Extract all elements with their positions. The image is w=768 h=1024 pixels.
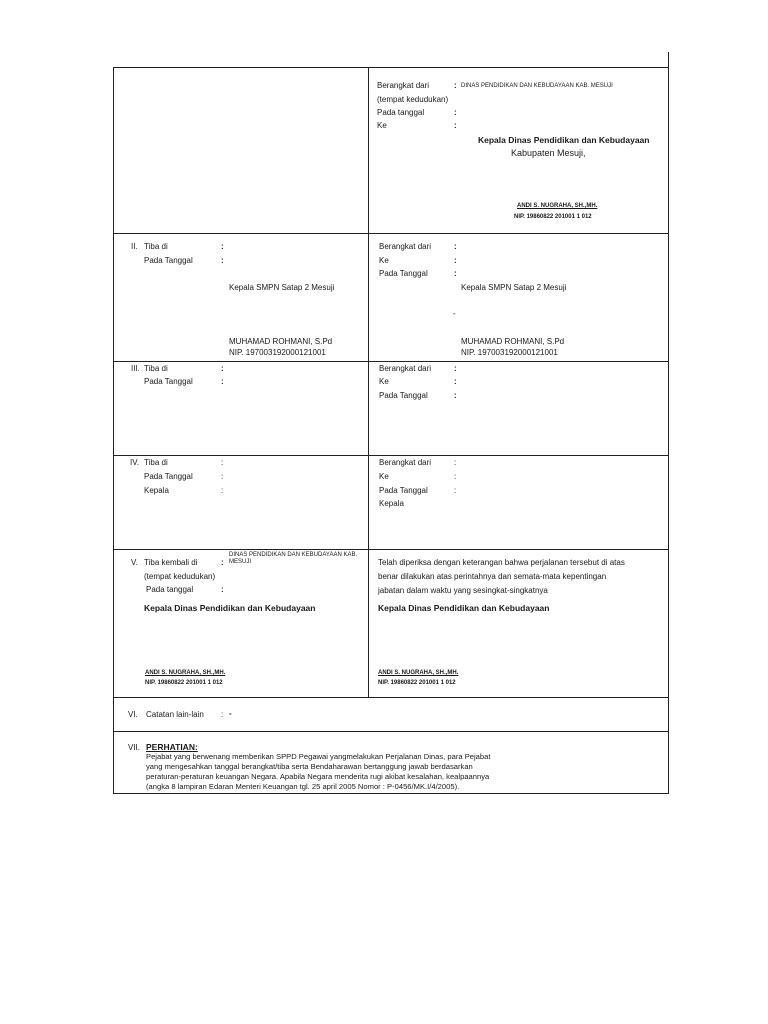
section-vi-label: Catatan lain-lain [146, 710, 204, 719]
section-iv-colon: : [221, 458, 224, 467]
section-v-right-title: Kepala Dinas Pendidikan dan Kebudayaan [378, 603, 550, 613]
section-i-head-title: Kepala Dinas Pendidikan dan Kebudayaan [478, 135, 650, 145]
section-v-colon: : [221, 585, 224, 594]
section-iv-kepala-label: Kepala [144, 486, 169, 495]
section-vii-line4: (angka 8 lampiran Edaran Menteri Keuangan tgl. 25 april 2005 Nomor : P-0456/MK.I/4/2005). [146, 782, 460, 791]
row-divider-iii-iv [113, 455, 669, 456]
section-iv-ke-label: Ke [379, 472, 389, 481]
section-v-statement-line3: jabatan dalam waktu yang sesingkat-singkatnya [378, 586, 548, 595]
section-iv-colon: : [221, 486, 224, 495]
section-iv-colon: : [454, 486, 457, 495]
section-iv-pada-tanggal-label: Pada Tanggal [144, 472, 193, 481]
section-vi-value: - [229, 709, 232, 718]
section-iii-number: III. [131, 364, 140, 373]
row-divider-v-vi [113, 697, 669, 698]
section-vii-line3: peraturan-peraturan keuangan Negara. Apabila Negara menderita rugi akibat kesalahan, kealpaannya [146, 772, 490, 781]
section-iii-colon: : [454, 377, 457, 386]
section-v-statement-line2: benar dilakukan atas perintahnya dan semata-mata kepentingan [378, 572, 607, 581]
form-right-border [668, 67, 669, 793]
section-ii-ke-label: Ke [379, 256, 389, 265]
section-iv-number: IV. [130, 458, 140, 467]
section-ii-colon: : [454, 269, 457, 278]
section-v-number: V. [131, 558, 138, 567]
row-divider-vi-vii [113, 731, 669, 732]
row-divider-ii-iii [113, 361, 669, 362]
section-v-left-name: ANDI S. NUGRAHA, SH.,MH. [145, 670, 226, 676]
section-v-pada-tanggal-label: Pada tanggal [146, 585, 194, 594]
section-v-left-nip: NIP. 19860822 201001 1 012 [145, 680, 223, 686]
section-iv-colon: : [454, 458, 457, 467]
form-bottom-border [113, 793, 669, 794]
section-iii-colon: : [221, 377, 224, 386]
section-ii-right-title: Kepala SMPN Satap 2 Mesuji [461, 283, 567, 292]
section-iv-colon: : [454, 472, 457, 481]
section-ii-right-name: MUHAMAD ROHMANI, S.Pd [461, 337, 565, 346]
section-vii-number: VII. [128, 743, 141, 752]
section-iii-pada-tanggal-label: Pada Tanggal [144, 377, 193, 386]
section-i-pada-tanggal-label: Pada tanggal [377, 108, 425, 117]
form-left-border [113, 67, 114, 793]
section-vii-line2: yang mengesahkan tanggal berangkat/tiba serta Bendaharawan bertanggung jawab berdasarkan [146, 762, 473, 771]
section-ii-colon: : [221, 256, 224, 265]
section-ii-right-pada-tanggal-label: Pada Tanggal [379, 269, 428, 278]
section-iv-colon: : [221, 472, 224, 481]
form-middle-divider [368, 67, 369, 697]
section-iv-tiba-di-label: Tiba di [144, 458, 168, 467]
section-v-statement-line1: Telah diperiksa dengan keterangan bahwa perjalanan tersebut di atas [378, 558, 625, 567]
section-iv-berangkat-dari-label: Berangkat dari [379, 458, 432, 467]
section-i-signer-nip: NIP. 19860822 201001 1 012 [514, 214, 592, 220]
section-ii-dash: - [453, 309, 456, 318]
section-v-left-title: Kepala Dinas Pendidikan dan Kebudayaan [144, 603, 316, 613]
section-i-ke-label: Ke [377, 121, 387, 130]
section-i-colon: : [454, 81, 457, 90]
section-vi-colon: : [221, 710, 224, 719]
row-divider-i-ii [113, 233, 669, 234]
section-iii-right-pada-tanggal-label: Pada Tanggal [379, 391, 428, 400]
row-divider-iv-v [113, 549, 669, 550]
section-i-signer-name: ANDI S. NUGRAHA, SH.,MH. [517, 203, 598, 209]
section-ii-tiba-di-label: Tiba di [144, 242, 168, 251]
section-v-tiba-kembali-label: Tiba kembali di [144, 558, 198, 567]
section-ii-colon: : [454, 242, 457, 251]
section-iii-colon: : [454, 391, 457, 400]
section-ii-left-nip: NIP. 197003192000121001 [229, 348, 326, 357]
section-iii-colon: : [221, 364, 224, 373]
section-vii-heading: PERHATIAN: [146, 742, 198, 752]
section-ii-pada-tanggal-label: Pada Tanggal [144, 256, 193, 265]
section-i-tempat-kedudukan-label: (tempat kedudukan) [377, 95, 449, 104]
section-iii-colon: : [454, 364, 457, 373]
section-iv-right-pada-tanggal-label: Pada Tanggal [379, 486, 428, 495]
section-ii-colon: : [454, 256, 457, 265]
section-iii-berangkat-dari-label: Berangkat dari [379, 364, 432, 373]
section-v-right-nip: NIP. 19860822 201001 1 012 [378, 680, 456, 686]
section-iii-ke-label: Ke [379, 377, 389, 386]
section-i-berangkat-dari-label: Berangkat dari [377, 81, 430, 90]
section-iv-right-kepala-label: Kepala [379, 499, 404, 508]
form-top-edge-line [668, 52, 669, 67]
section-ii-number: II. [131, 242, 138, 251]
section-v-tiba-kembali-value: DINAS PENDIDIKAN DAN KEBUDAYAAN KAB. MESUJI [229, 552, 358, 565]
section-vi-number: VI. [128, 710, 138, 719]
section-v-right-name: ANDI S. NUGRAHA, SH.,MH. [378, 670, 459, 676]
section-v-tempat-kedudukan-label: (tempat kedudukan) [144, 572, 216, 581]
section-i-colon: : [454, 121, 457, 130]
section-ii-left-title: Kepala SMPN Satap 2 Mesuji [229, 283, 335, 292]
section-i-colon: : [454, 108, 457, 117]
section-vii-line1: Pejabat yang berwenang memberikan SPPD Pegawai yangmelakukan Perjalanan Dinas, para Pejabat [146, 752, 491, 761]
section-ii-colon: : [221, 242, 224, 251]
section-ii-right-nip: NIP. 197003192000121001 [461, 348, 558, 357]
section-ii-left-name: MUHAMAD ROHMANI, S.Pd [229, 337, 333, 346]
form-top-border [113, 67, 669, 68]
section-i-head-subtitle: Kabupaten Mesuji, [511, 148, 586, 158]
section-i-berangkat-dari-value: DINAS PENDIDIKAN DAN KEBUDAYAAN KAB. MESUJI [461, 83, 613, 89]
section-ii-berangkat-dari-label: Berangkat dari [379, 242, 432, 251]
section-v-colon: : [221, 558, 224, 567]
section-iii-tiba-di-label: Tiba di [144, 364, 168, 373]
